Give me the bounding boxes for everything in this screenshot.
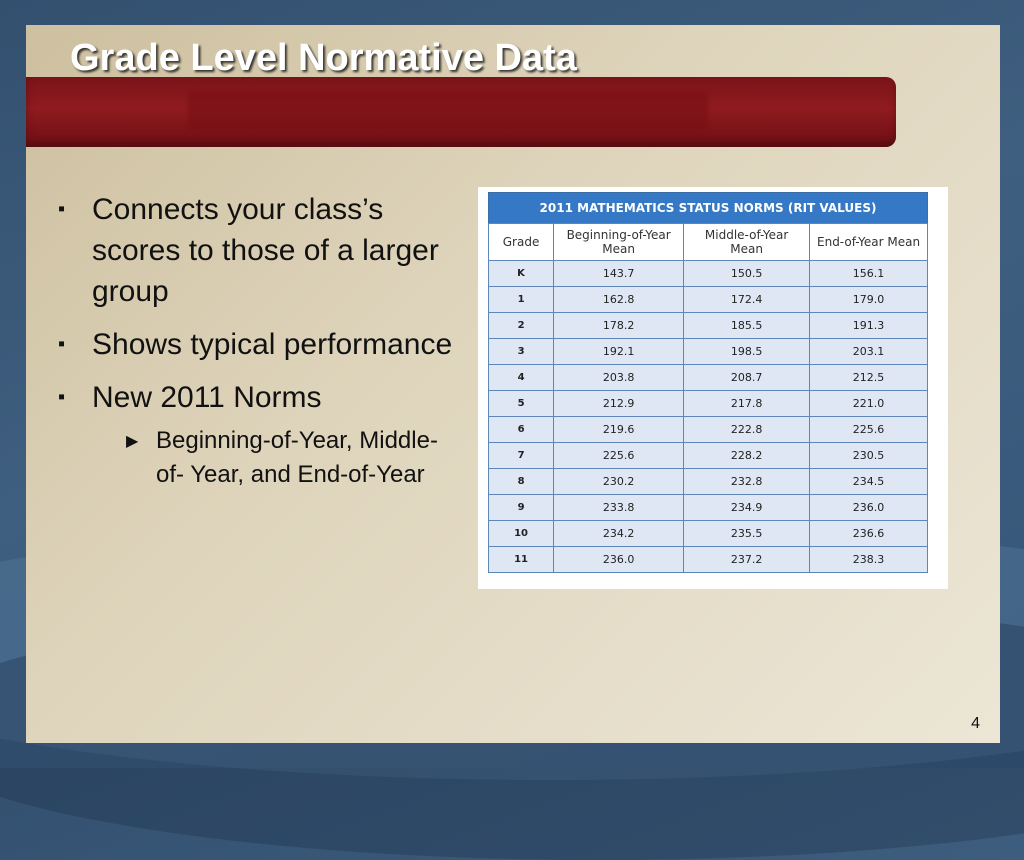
square-bullet-icon: ▪	[58, 386, 66, 408]
norms-table-header-row	[489, 224, 928, 261]
table-row	[489, 391, 928, 417]
mean-cell: 212.9	[554, 391, 684, 417]
mean-cell: 237.2	[684, 547, 810, 573]
mean-cell: 172.4	[684, 287, 810, 313]
title-band	[26, 77, 896, 147]
table-row	[489, 521, 928, 547]
mean-cell: 230.5	[810, 443, 928, 469]
header-grade: Grade	[489, 224, 554, 261]
mean-cell: 162.8	[554, 287, 684, 313]
mean-cell: 236.0	[810, 495, 928, 521]
mean-cell: 219.6	[554, 417, 684, 443]
grade-cell: 7	[489, 443, 554, 469]
mean-cell: 156.1	[810, 261, 928, 287]
mean-cell: 234.2	[554, 521, 684, 547]
sub-bullet-text: Beginning-of-Year, Middle-of- Year, and End-of-Year	[156, 427, 438, 488]
grade-cell: 6	[489, 417, 554, 443]
bullet-item	[58, 377, 458, 418]
mean-cell: 191.3	[810, 313, 928, 339]
table-row	[489, 339, 928, 365]
grade-cell: 11	[489, 547, 554, 573]
grade-cell: 10	[489, 521, 554, 547]
page-number: 4	[971, 715, 980, 732]
table-row	[489, 261, 928, 287]
mean-cell: 143.7	[554, 261, 684, 287]
bullet-text: New 2011 Norms	[92, 381, 322, 414]
grade-cell: K	[489, 261, 554, 287]
bullet-text: Shows typical performance	[92, 328, 453, 361]
mean-cell: 212.5	[810, 365, 928, 391]
mean-cell: 230.2	[554, 469, 684, 495]
mean-cell: 150.5	[684, 261, 810, 287]
mean-cell: 203.1	[810, 339, 928, 365]
grade-cell: 3	[489, 339, 554, 365]
mean-cell: 234.9	[684, 495, 810, 521]
norms-table	[488, 192, 928, 573]
header-beginning-of-year: Beginning-of-Year Mean	[554, 224, 684, 261]
mean-cell: 232.8	[684, 469, 810, 495]
slide-title: Grade Level Normative Data	[70, 37, 577, 79]
sub-bullet-item	[124, 424, 458, 492]
slide	[26, 25, 1000, 743]
bullet-list	[58, 189, 458, 492]
mean-cell: 234.5	[810, 469, 928, 495]
header-middle-of-year: Middle-of-Year Mean	[684, 224, 810, 261]
mean-cell: 198.5	[684, 339, 810, 365]
mean-cell: 225.6	[554, 443, 684, 469]
title-band-highlight	[188, 91, 708, 131]
mean-cell: 208.7	[684, 365, 810, 391]
mean-cell: 203.8	[554, 365, 684, 391]
table-row	[489, 547, 928, 573]
grade-cell: 1	[489, 287, 554, 313]
square-bullet-icon: ▪	[58, 198, 66, 220]
triangle-bullet-icon: ▶	[126, 433, 139, 450]
mean-cell: 225.6	[810, 417, 928, 443]
mean-cell: 185.5	[684, 313, 810, 339]
norms-table-image	[478, 187, 948, 589]
mean-cell: 238.3	[810, 547, 928, 573]
norms-table-caption: 2011 MATHEMATICS STATUS NORMS (RIT VALUES)	[488, 192, 928, 223]
grade-cell: 8	[489, 469, 554, 495]
grade-cell: 2	[489, 313, 554, 339]
table-row	[489, 365, 928, 391]
table-row	[489, 495, 928, 521]
bullet-item	[58, 324, 458, 365]
table-row	[489, 443, 928, 469]
table-row	[489, 469, 928, 495]
mean-cell: 179.0	[810, 287, 928, 313]
bullet-item	[58, 189, 458, 312]
mean-cell: 178.2	[554, 313, 684, 339]
table-row	[489, 417, 928, 443]
table-row	[489, 287, 928, 313]
mean-cell: 236.6	[810, 521, 928, 547]
mean-cell: 221.0	[810, 391, 928, 417]
mean-cell: 222.8	[684, 417, 810, 443]
square-bullet-icon: ▪	[58, 333, 66, 355]
mean-cell: 217.8	[684, 391, 810, 417]
mean-cell: 236.0	[554, 547, 684, 573]
mean-cell: 192.1	[554, 339, 684, 365]
grade-cell: 5	[489, 391, 554, 417]
bullet-text: Connects your class’s scores to those of a larger group	[92, 193, 439, 308]
mean-cell: 228.2	[684, 443, 810, 469]
mean-cell: 235.5	[684, 521, 810, 547]
grade-cell: 9	[489, 495, 554, 521]
mean-cell: 233.8	[554, 495, 684, 521]
header-end-of-year: End-of-Year Mean	[810, 224, 928, 261]
grade-cell: 4	[489, 365, 554, 391]
table-row	[489, 313, 928, 339]
